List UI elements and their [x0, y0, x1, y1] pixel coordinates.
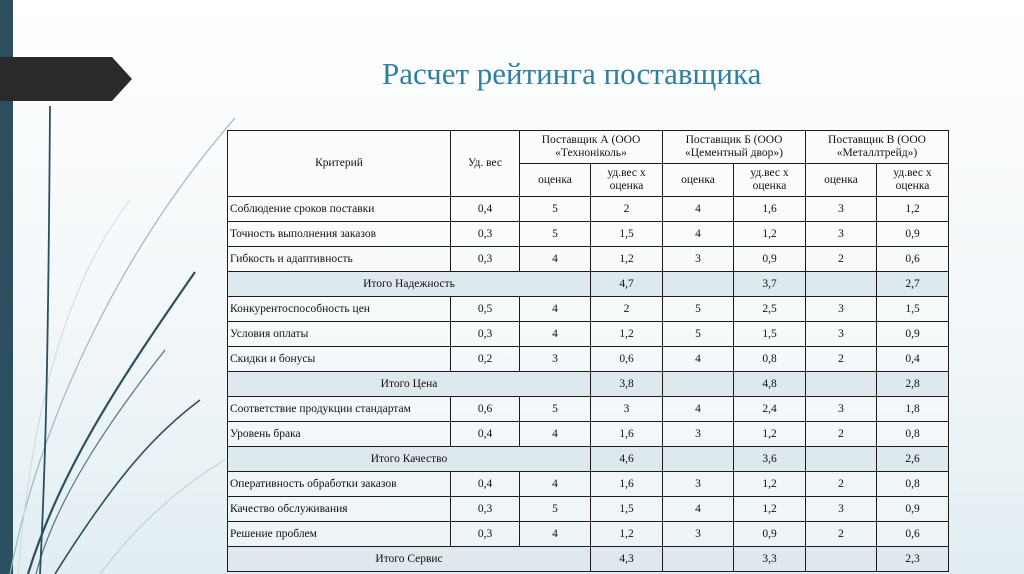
weighted-score-cell: 1,2: [734, 422, 806, 447]
table-row: [228, 497, 949, 522]
table-row: [228, 472, 949, 497]
total-value: 4,6: [591, 447, 663, 472]
header-criterion: Критерий: [228, 131, 451, 197]
score-cell: 4: [520, 522, 591, 547]
weighted-score-cell: 0,9: [877, 497, 949, 522]
weighted-score-cell: 1,2: [591, 322, 663, 347]
weight-cell: 0,2: [451, 347, 520, 372]
header-supplier-a: Поставщик А (ООО «Техноніколь»: [520, 131, 663, 164]
weighted-score-cell: 0,9: [734, 247, 806, 272]
score-cell: 4: [663, 222, 734, 247]
total-value: 3,8: [591, 372, 663, 397]
empty-cell: [663, 547, 734, 572]
weighted-score-cell: 1,5: [877, 297, 949, 322]
header-weight: Уд. вес: [451, 131, 520, 197]
score-cell: 3: [806, 197, 877, 222]
subheader-weighted: уд.вес х оценка: [877, 164, 949, 197]
score-cell: 2: [806, 247, 877, 272]
weight-cell: 0,3: [451, 222, 520, 247]
weighted-score-cell: 1,6: [734, 197, 806, 222]
score-cell: 2: [806, 472, 877, 497]
weighted-score-cell: 1,5: [591, 497, 663, 522]
total-row: [228, 372, 949, 397]
score-cell: 3: [806, 397, 877, 422]
weighted-score-cell: 3: [591, 397, 663, 422]
subheader-weighted: уд.вес х оценка: [734, 164, 806, 197]
weighted-score-cell: 0,4: [877, 347, 949, 372]
weighted-score-cell: 0,9: [877, 322, 949, 347]
weight-cell: 0,4: [451, 422, 520, 447]
table-body: [228, 197, 949, 572]
weighted-score-cell: 0,9: [734, 522, 806, 547]
score-cell: 2: [806, 522, 877, 547]
weight-cell: 0,4: [451, 197, 520, 222]
empty-cell: [806, 547, 877, 572]
score-cell: 4: [663, 197, 734, 222]
total-row: [228, 272, 949, 297]
score-cell: 5: [520, 397, 591, 422]
weighted-score-cell: 1,6: [591, 422, 663, 447]
total-value: 3,7: [734, 272, 806, 297]
weight-cell: 0,3: [451, 247, 520, 272]
score-cell: 3: [663, 247, 734, 272]
empty-cell: [806, 447, 877, 472]
score-cell: 5: [520, 197, 591, 222]
total-label: Итого Надежность: [228, 272, 591, 297]
weighted-score-cell: 2: [591, 297, 663, 322]
weighted-score-cell: 0,6: [591, 347, 663, 372]
weight-cell: 0,3: [451, 522, 520, 547]
total-value: 3,6: [734, 447, 806, 472]
weighted-score-cell: 1,8: [877, 397, 949, 422]
total-row: [228, 547, 949, 572]
score-cell: 4: [520, 247, 591, 272]
subheader-score: оценка: [806, 164, 877, 197]
weight-cell: 0,3: [451, 497, 520, 522]
criterion-cell: Гибкость и адаптивность: [228, 247, 451, 272]
weight-cell: 0,6: [451, 397, 520, 422]
score-cell: 5: [520, 497, 591, 522]
criterion-cell: Соблюдение сроков поставки: [228, 197, 451, 222]
total-value: 2,7: [877, 272, 949, 297]
table-row: [228, 297, 949, 322]
score-cell: 4: [663, 397, 734, 422]
total-value: 3,3: [734, 547, 806, 572]
header-supplier-b: Поставщик Б (ООО «Цементный двор»): [663, 131, 806, 164]
empty-cell: [663, 372, 734, 397]
weighted-score-cell: 1,6: [591, 472, 663, 497]
score-cell: 3: [520, 347, 591, 372]
criterion-cell: Скидки и бонусы: [228, 347, 451, 372]
weighted-score-cell: 2,4: [734, 397, 806, 422]
criterion-cell: Качество обслуживания: [228, 497, 451, 522]
criterion-cell: Условия оплаты: [228, 322, 451, 347]
score-cell: 3: [806, 297, 877, 322]
empty-cell: [663, 272, 734, 297]
table-row: [228, 522, 949, 547]
weighted-score-cell: 0,8: [734, 347, 806, 372]
total-label: Итого Качество: [228, 447, 591, 472]
score-cell: 3: [663, 522, 734, 547]
supplier-rating-table: [227, 130, 949, 572]
criterion-cell: Оперативность обработки заказов: [228, 472, 451, 497]
weight-cell: 0,4: [451, 472, 520, 497]
score-cell: 3: [806, 497, 877, 522]
weighted-score-cell: 1,2: [591, 522, 663, 547]
table-row: [228, 247, 949, 272]
title-arrow-tab: [0, 57, 132, 101]
criterion-cell: Уровень брака: [228, 422, 451, 447]
total-value: 4,8: [734, 372, 806, 397]
score-cell: 4: [520, 422, 591, 447]
score-cell: 4: [663, 497, 734, 522]
total-label: Итого Сервис: [228, 547, 591, 572]
score-cell: 3: [806, 222, 877, 247]
table-row: [228, 397, 949, 422]
score-cell: 4: [520, 472, 591, 497]
total-value: 2,3: [877, 547, 949, 572]
subheader-score: оценка: [663, 164, 734, 197]
weighted-score-cell: 0,9: [877, 222, 949, 247]
weight-cell: 0,3: [451, 322, 520, 347]
criterion-cell: Решение проблем: [228, 522, 451, 547]
table-row: [228, 197, 949, 222]
page-title: Расчет рейтинга поставщика: [382, 56, 762, 91]
criterion-cell: Точность выполнения заказов: [228, 222, 451, 247]
weighted-score-cell: 2,5: [734, 297, 806, 322]
score-cell: 5: [663, 297, 734, 322]
weighted-score-cell: 0,6: [877, 247, 949, 272]
score-cell: 3: [663, 422, 734, 447]
weighted-score-cell: 1,2: [734, 472, 806, 497]
weighted-score-cell: 1,2: [734, 222, 806, 247]
criterion-cell: Соответствие продукции стандартам: [228, 397, 451, 422]
table-row: [228, 347, 949, 372]
score-cell: 3: [806, 322, 877, 347]
total-value: 2,6: [877, 447, 949, 472]
weighted-score-cell: 0,8: [877, 422, 949, 447]
weight-cell: 0,5: [451, 297, 520, 322]
weighted-score-cell: 2: [591, 197, 663, 222]
table-row: [228, 422, 949, 447]
score-cell: 5: [520, 222, 591, 247]
criterion-cell: Конкурентоспособность цен: [228, 297, 451, 322]
empty-cell: [663, 447, 734, 472]
total-value: 2,8: [877, 372, 949, 397]
weighted-score-cell: 1,2: [877, 197, 949, 222]
weighted-score-cell: 1,2: [591, 247, 663, 272]
score-cell: 4: [520, 322, 591, 347]
subheader-score: оценка: [520, 164, 591, 197]
score-cell: 3: [663, 472, 734, 497]
empty-cell: [806, 372, 877, 397]
weighted-score-cell: 1,5: [591, 222, 663, 247]
total-label: Итого Цена: [228, 372, 591, 397]
weighted-score-cell: 0,6: [877, 522, 949, 547]
weighted-score-cell: 0,8: [877, 472, 949, 497]
table-row: [228, 322, 949, 347]
score-cell: 2: [806, 422, 877, 447]
header-supplier-c: Поставщик В (ООО «Металлтрейд»): [806, 131, 949, 164]
subheader-weighted: уд.вес х оценка: [591, 164, 663, 197]
empty-cell: [806, 272, 877, 297]
score-cell: 4: [520, 297, 591, 322]
total-value: 4,3: [591, 547, 663, 572]
score-cell: 4: [663, 347, 734, 372]
table-row: [228, 222, 949, 247]
score-cell: 2: [806, 347, 877, 372]
total-row: [228, 447, 949, 472]
score-cell: 5: [663, 322, 734, 347]
total-value: 4,7: [591, 272, 663, 297]
weighted-score-cell: 1,2: [734, 497, 806, 522]
weighted-score-cell: 1,5: [734, 322, 806, 347]
